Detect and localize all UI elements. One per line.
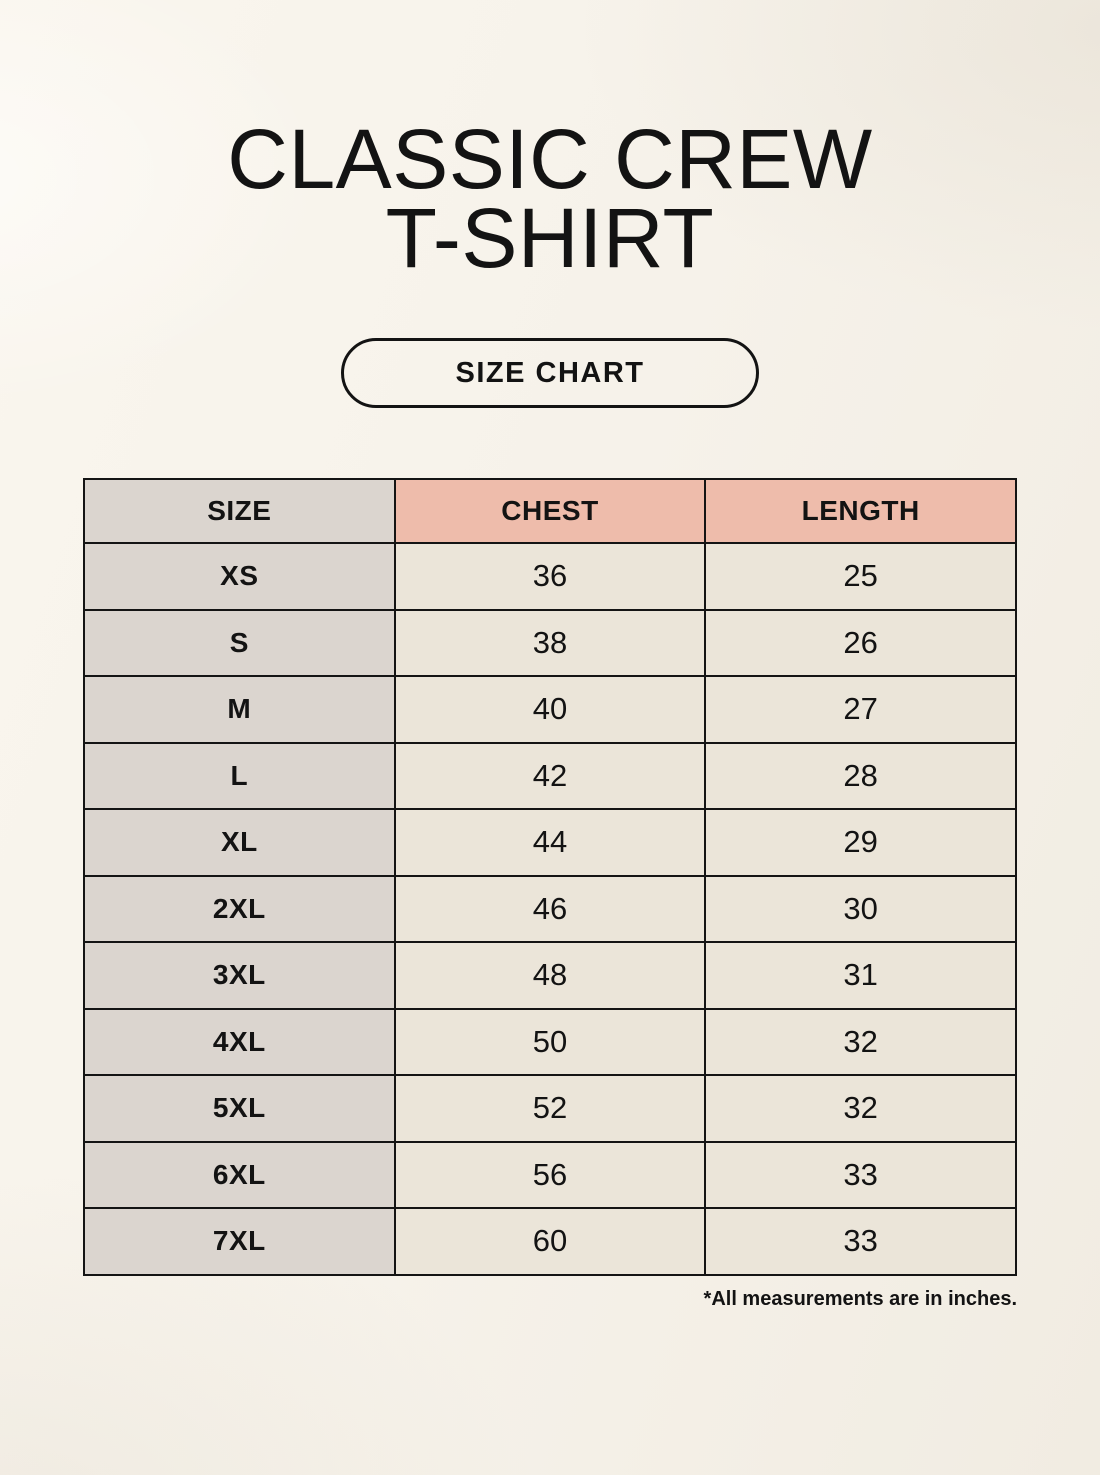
size-cell: 5XL xyxy=(84,1075,395,1142)
length-cell: 32 xyxy=(705,1075,1016,1142)
size-chart-page xyxy=(0,56,1100,1475)
measurements-note: *All measurements are in inches. xyxy=(703,1287,1017,1310)
size-cell: 3XL xyxy=(84,942,395,1009)
size-chart-button[interactable]: SIZE CHART xyxy=(341,338,759,408)
length-cell: 26 xyxy=(705,610,1016,677)
chest-cell: 40 xyxy=(395,676,706,743)
table-row xyxy=(84,1142,1016,1209)
size-cell: 6XL xyxy=(84,1142,395,1209)
chest-cell: 44 xyxy=(395,809,706,876)
size-cell: XL xyxy=(84,809,395,876)
header-row xyxy=(84,479,1016,543)
length-cell: 33 xyxy=(705,1142,1016,1209)
size-cell: 7XL xyxy=(84,1208,395,1275)
length-cell: 25 xyxy=(705,543,1016,610)
size-cell: 4XL xyxy=(84,1009,395,1076)
column-header-length: LENGTH xyxy=(705,479,1016,543)
page-title-line-2: T-SHIRT xyxy=(385,191,715,286)
size-cell: M xyxy=(84,676,395,743)
chest-cell: 50 xyxy=(395,1009,706,1076)
table-row xyxy=(84,809,1016,876)
chest-cell: 56 xyxy=(395,1142,706,1209)
length-cell: 30 xyxy=(705,876,1016,943)
size-cell: S xyxy=(84,610,395,677)
length-cell: 32 xyxy=(705,1009,1016,1076)
length-cell: 27 xyxy=(705,676,1016,743)
column-header-chest: CHEST xyxy=(395,479,706,543)
size-cell: 2XL xyxy=(84,876,395,943)
size-cell: L xyxy=(84,743,395,810)
chest-cell: 42 xyxy=(395,743,706,810)
page-title xyxy=(0,56,1100,286)
length-cell: 29 xyxy=(705,809,1016,876)
table-row xyxy=(84,610,1016,677)
size-chart-table-container xyxy=(83,478,1017,1311)
length-cell: 28 xyxy=(705,743,1016,810)
chest-cell: 48 xyxy=(395,942,706,1009)
table-row xyxy=(84,743,1016,810)
length-cell: 31 xyxy=(705,942,1016,1009)
chest-cell: 38 xyxy=(395,610,706,677)
size-cell: XS xyxy=(84,543,395,610)
table-body xyxy=(84,543,1016,1275)
chest-cell: 46 xyxy=(395,876,706,943)
length-cell: 33 xyxy=(705,1208,1016,1275)
size-chart-table xyxy=(83,478,1017,1276)
table-row xyxy=(84,543,1016,610)
page-title-line-1: CLASSIC CREW xyxy=(227,112,873,207)
table-row xyxy=(84,942,1016,1009)
chest-cell: 52 xyxy=(395,1075,706,1142)
table-row xyxy=(84,1208,1016,1275)
chest-cell: 60 xyxy=(395,1208,706,1275)
table-header xyxy=(84,479,1016,543)
table-row xyxy=(84,1075,1016,1142)
table-row xyxy=(84,676,1016,743)
column-header-size: SIZE xyxy=(84,479,395,543)
chest-cell: 36 xyxy=(395,543,706,610)
table-row xyxy=(84,1009,1016,1076)
table-row xyxy=(84,876,1016,943)
